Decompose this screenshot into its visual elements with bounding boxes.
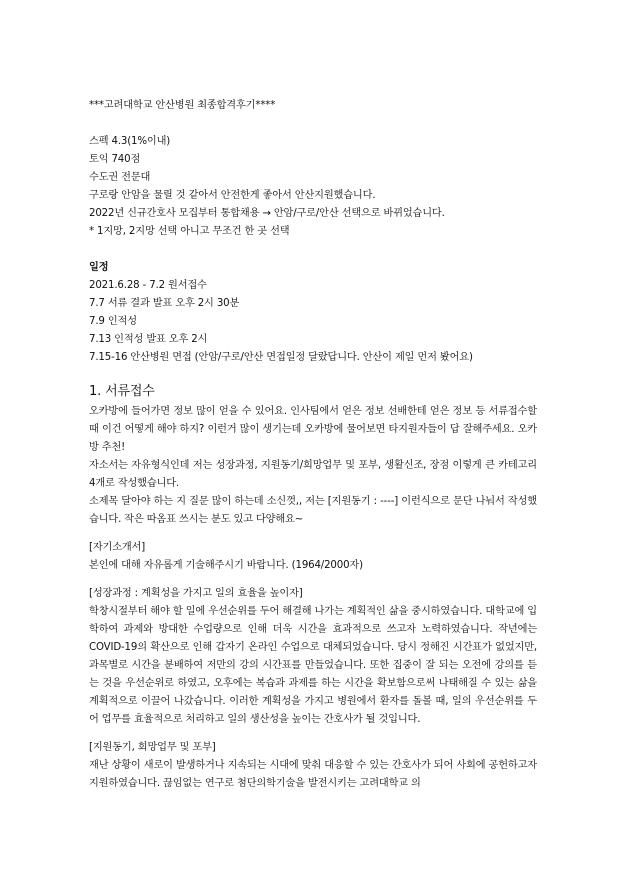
schedule-item: 7.15-16 안산병원 면접 (안암/구로/안산 면접일정 달랐답니다. 안산이 제일 먼저 봤어요) [89, 352, 473, 363]
essay-prompt: 본인에 대해 자유롭게 기술해주시기 바랍니다. (1964/2000자) [89, 560, 363, 571]
schedule-item: 2021.6.28 - 7.2 원서접수 [89, 280, 207, 291]
profile-gpa: 스펙 4.3(1%이내) [89, 136, 171, 147]
section-title-documents: 1. 서류접수 [89, 384, 155, 399]
motive-title: [지원동기, 희망업무 및 포부] [89, 742, 216, 753]
growth-body: 학창시절부터 해야 할 일에 우선순위를 두어 해결해 나가는 계획적인 삶을 중시하였습니다. 대학교에 입학하여 과제와 방대한 수업량으로 인해 더욱 시간을 효과적으로 쓰고자 노력하였습니다. 작년에는 COVID-19의 확산으로 인해 갑자기 온라인 수업으로 대체되었습니다. 당시 정해진 시간표가 없었지만, 과목별로 시간을 분배하여 저만의 강의 시간표를 만들었습니다. 또한 집중이 잘 되는 오전에 강의를 듣는 것을 우선순위로 하였고, 오후에는 복습과 과제를 하는 시간을 확보함으로써 나태해질 수 있는 삶을 계획적으로 이끌어 나갔습니다. 이러한 계획성을 가지고 병원에서 환자를 돌볼 때, 일의 우선순위를 두어 업무를 효율적으로 처리하고 일의 생산성을 높이는 간호사가 될 것입니다. [89, 606, 537, 725]
profile-note: * 1지망, 2지망 선택 아니고 무조건 한 곳 선택 [89, 226, 290, 237]
paragraph-open-chat: 오카방에 들어가면 정보 많이 얻을 수 있어요. 인사팀에서 얻은 정보 선배한테 얻은 정보 등 서류접수할 때 이건 어떻게 해야 하지? 이런거 많이 생기는데 오카방에 물어보면 타지원자들이 답 잘해주세요. 오카방 추천! [89, 406, 537, 453]
growth-title: [성장과정 : 계획성을 가지고 일의 효율을 높이자] [89, 588, 303, 599]
document-body [89, 97, 537, 793]
paragraph-subtitles: 소제목 달아야 하는 지 질문 많이 하는데 소신껏,, 저는 [지원동기 : ----] 이런식으로 문단 나눠서 작성했습니다. 작은 따옴표 쓰시는 분도 있고 다양해요~ [89, 496, 537, 525]
profile-toeic: 토익 740점 [89, 154, 141, 165]
paragraph-essay-format: 자소서는 자유형식인데 저는 성장과정, 지원동기/희망업무 및 포부, 생활신조, 장점 이렇게 큰 카테고리 4개로 작성했습니다. [89, 460, 537, 489]
schedule-item: 7.13 인적성 발표 오후 2시 [89, 334, 208, 345]
profile-recruit-change: 2022년 신규간호사 모집부터 통합채용 → 안암/구로/안산 선택으로 바뀌었습니다. [89, 208, 445, 219]
schedule-item: 7.7 서류 결과 발표 오후 2시 30분 [89, 298, 240, 309]
motive-body: 재난 상황이 새로이 발생하거나 지속되는 시대에 맞춰 대응할 수 있는 간호사가 되어 사회에 공헌하고자 지원하였습니다. 끊임없는 연구로 첨단의학기술을 발전시키는 고려대학교 의 [89, 760, 537, 789]
profile-school: 수도권 전문대 [89, 172, 151, 183]
schedule-heading: 일정 [89, 262, 109, 273]
essay-header: [자기소개서] [89, 542, 146, 553]
profile-reason: 구로랑 안암을 물릴 것 같아서 안전한게 좋아서 안산지원했습니다. [89, 190, 376, 201]
page-title: ***고려대학교 안산병원 최종합격후기**** [89, 100, 276, 111]
schedule-item: 7.9 인적성 [89, 316, 137, 327]
